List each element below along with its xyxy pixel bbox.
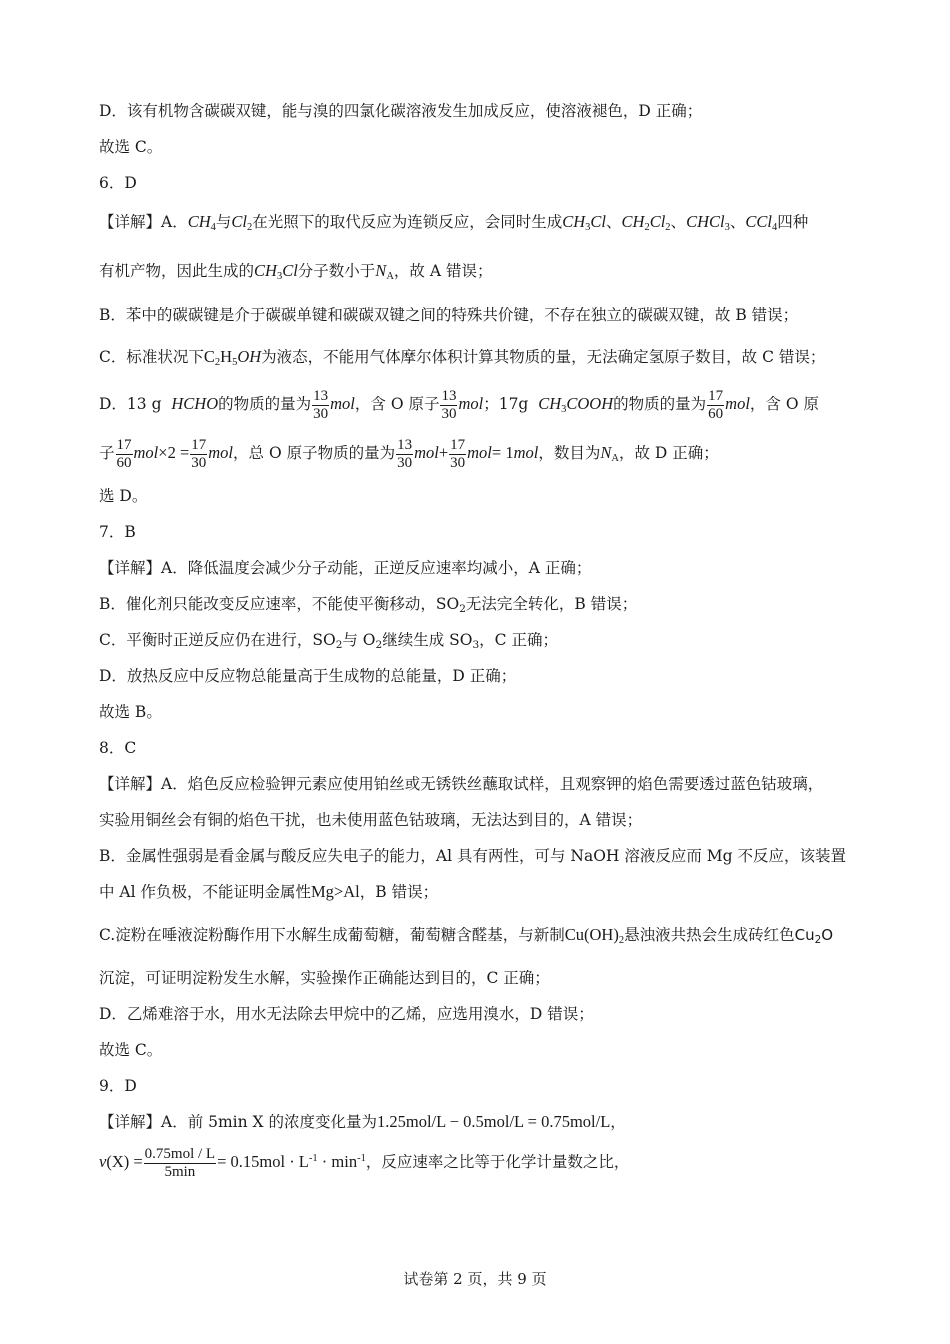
text-line: 沉淀，可证明淀粉发生水解，实验操作正确能达到目的，C 正确；	[99, 969, 550, 987]
text-line: D．放热反应中反应物总能量高于生成物的总能量，D 正确；	[99, 667, 517, 685]
text-line: v(X) = $\frac{\text{0.75mol / L}}{5\min}$ = $0.15mol \cdot L^{-1} \cdot \min^{-1}$，反应速率之比等于化学计量数之比，	[99, 1145, 630, 1180]
fraction: $\frac{13}{30}$	[313, 387, 329, 422]
text-line: 【详解】A．降低温度会减少分子动能，正逆反应速率均减小，A 正确；	[99, 559, 592, 577]
text-line: 【详解】A．前 5min X 的浓度变化量为1.25mol/L − 0.5mol/L = 0.75mol/L，	[99, 1112, 626, 1131]
text-line: C．平衡时正逆反应仍在进行，$SO_2$与 $O_2$继续生成 $SO_3$，C 正确；	[99, 631, 558, 651]
text-line: C.淀粉在唾液淀粉酶作用下水解生成葡萄糖，葡萄糖含醛基，与新制$Cu(OH)_2$悬浊液共热会生成砖红色$Cu_2O$	[99, 925, 834, 946]
text-line: 子 $\frac{17}{60}$ mol×2 = $\frac{17}{30}$ mol，总 O 原子物质的量为 $\frac{13}{30}$ mol+ $\frac{17}{30}$ mol= 1mol，数目为$N_A$，故 D 正确；	[99, 436, 719, 471]
text-line: B．催化剂只能改变反应速率，不能使平衡移动，$SO_2$无法完全转化，B 错误；	[99, 595, 638, 615]
text-line: 选 D。	[99, 487, 148, 505]
text-line: 故选 B。	[99, 703, 162, 721]
text-line: 有机产物，因此生成的$CH_3Cl$分子数小于$N_A$，故 A 错误；	[99, 261, 493, 282]
text-line: B．苯中的碳碳键是介于碳碳单键和碳碳双键之间的特殊共价键，不存在独立的碳碳双键，故 B 错误；	[99, 306, 799, 324]
fraction: $\frac{\text{0.75mol / L}}{5\min}$	[144, 1145, 216, 1180]
text-line: D．13 g HCHO的物质的量为 $\frac{13}{30}$ mol，含 O 原子 $\frac{13}{30}$ mol；17g $CH_3COOH$的物质的量为 $\frac{17}{60}$ mol，含 O 原	[99, 387, 819, 422]
text-line: B．金属性强弱是看金属与酸反应失电子的能力，Al 具有两性，可与 NaOH 溶液反应而 Mg 不反应，该装置	[99, 847, 847, 865]
fraction: $\frac{13}{30}$	[441, 387, 457, 422]
text-line: 实验用铜丝会有铜的焰色干扰，也未使用蓝色钴玻璃，无法达到目的，A 错误；	[99, 811, 643, 829]
fraction: $\frac{13}{30}$	[397, 436, 413, 471]
text-line: 故选 C。	[99, 1041, 163, 1059]
question-answer-9: 9．D	[99, 1077, 137, 1095]
fraction: $\frac{17}{60}$	[116, 436, 132, 471]
text-line: C．标准状况下$C_2H_5OH$为液态，不能用气体摩尔体积计算其物质的量，无法确定氢原子数目，故 C 错误；	[99, 347, 826, 368]
text-line: D．该有机物含碳碳双键，能与溴的四氯化碳溶液发生加成反应，使溶液褪色，D 正确；	[99, 102, 703, 120]
fraction: $\frac{17}{30}$	[191, 436, 207, 471]
question-answer-8: 8．C	[99, 739, 137, 757]
text-line: 中 Al 作负极，不能证明金属性Mg>Al，B 错误；	[99, 882, 439, 901]
text-line: D．乙烯难溶于水，用水无法除去甲烷中的乙烯，应选用溴水，D 错误；	[99, 1005, 594, 1023]
page-footer: 试卷第 2 页，共 9 页	[403, 1270, 547, 1288]
text-line: 【详解】A．焰色反应检验钾元素应使用铂丝或无锈铁丝蘸取试样，且观察钾的焰色需要透过蓝色钴玻璃，	[99, 775, 824, 793]
question-answer-6: 6．D	[99, 174, 137, 192]
text-line: 故选 C。	[99, 138, 163, 156]
text-line: 【详解】A．$CH_4$与$Cl_2$在光照下的取代反应为连锁反应，会同时生成$CH_3Cl$、$CH_2Cl_2$、CHCl$_3$、CCl$_4$四种	[99, 212, 809, 233]
fraction: $\frac{17}{60}$	[708, 387, 724, 422]
fraction: $\frac{17}{30}$	[450, 436, 466, 471]
question-answer-7: 7．B	[99, 523, 136, 541]
